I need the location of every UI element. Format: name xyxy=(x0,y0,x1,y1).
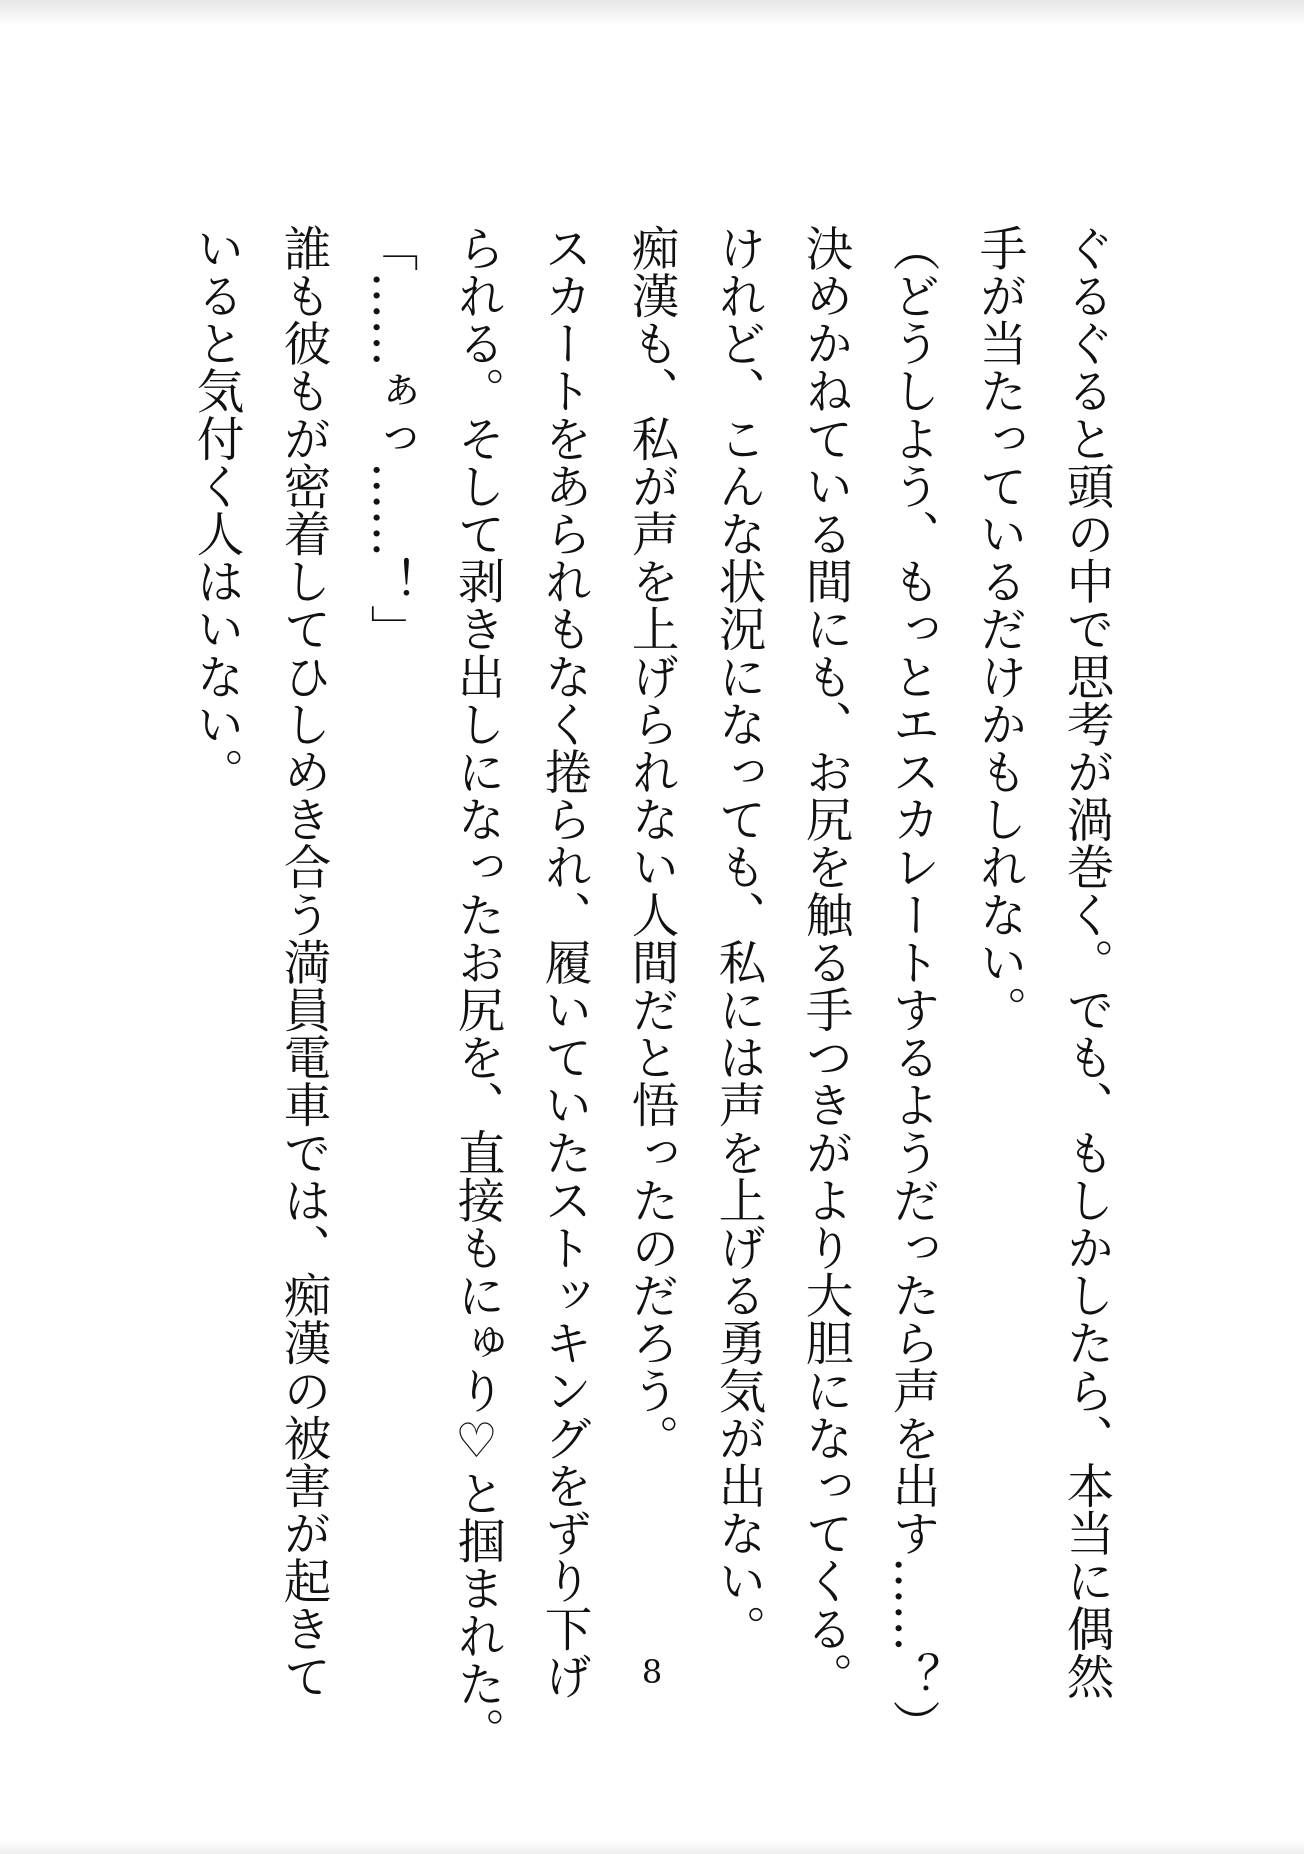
text-line: 「……ぁっ……！」 xyxy=(362,224,417,653)
text-line: いると気付く人はいない。 xyxy=(188,224,243,796)
text-line: けれど、こんな状況になっても、私には声を上げる勇気が出ない。 xyxy=(710,224,765,1652)
body-text xyxy=(172,224,1129,1755)
text-line: スカートをあられもなく捲られ、履いていたストッキングをずり下げ xyxy=(536,224,591,1700)
text-line: られる。そして剥き出しになったお尻を、直接もにゅり♡と掴まれた。 xyxy=(449,224,504,1755)
text-line: 痴漢も、私が声を上げられない人間だと悟ったのだろう。 xyxy=(623,224,678,1462)
text-line: ぐるぐると頭の中で思考が渦巻く。でも、もしかしたら、本当に偶然 xyxy=(1058,224,1113,1700)
text-line: 決めかねている間にも、お尻を触る手つきがより大胆になってくる。 xyxy=(797,224,852,1700)
text-line: 手が当たっているだけかもしれない。 xyxy=(971,224,1026,1034)
page-top-edge xyxy=(0,0,1304,26)
page-bottom-edge xyxy=(0,1840,1304,1854)
text-line: 誰も彼もが密着してひしめき合う満員電車では、痴漢の被害が起きて xyxy=(275,224,330,1700)
text-line: （どうしよう、もっとエスカレートするようだったら声を出す……？） xyxy=(884,224,939,1748)
page-number: 8 xyxy=(641,1653,663,1691)
